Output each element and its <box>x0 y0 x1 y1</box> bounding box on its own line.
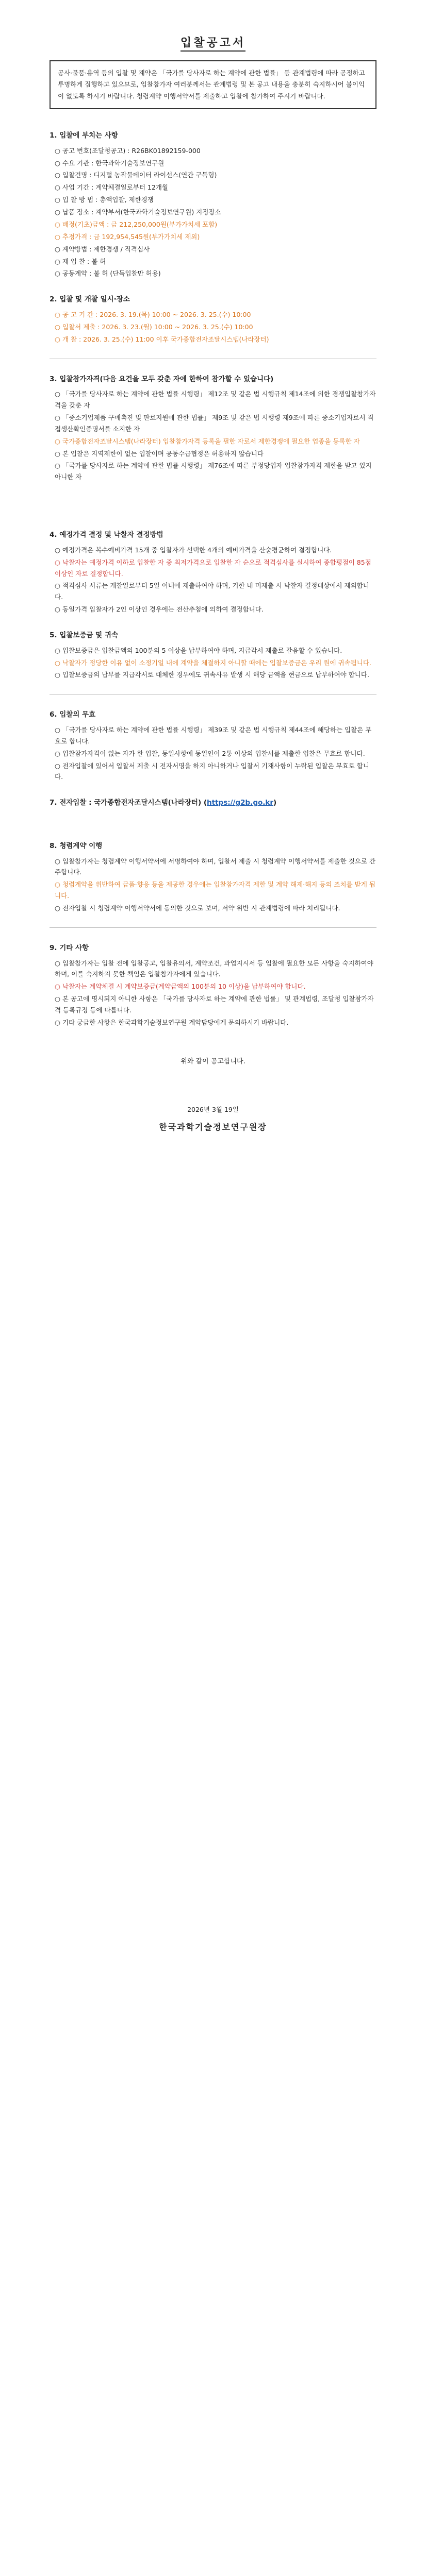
section-9 <box>50 942 376 1028</box>
list-item: ○ 입찰서 제출 : 2026. 3. 23.(월) 10:00 ~ 2026. 3. 25.(수) 10:00 <box>55 323 253 331</box>
intro-notice-box: 공사·물품·용역 등의 입찰 및 계약은 「국가를 당사자로 하는 계약에 관한 법률」 등 관계법령에 따라 공정하고 투명하게 집행하고 있으므로, 입찰참가자 여러분께서는 관계법령 및 본 공고 내용을 충분히 숙지하시어 불이익이 없도록 하시기 바랍니다. 청렴계약 이행서약서를 제출하고 입찰에 참가하여 주시기 바랍니다. <box>50 60 376 110</box>
section-4-list <box>50 545 376 615</box>
section-4-heading: 4. 예정가격 결정 및 낙찰자 결정방법 <box>50 531 163 539</box>
list-item: ○ 수요 기관 : 한국과학기술정보연구원 <box>55 159 165 167</box>
section-5 <box>50 630 376 681</box>
list-item: ○ 입찰참가자격이 없는 자가 한 입찰, 동일사항에 동일인이 2통 이상의 입찰서를 제출한 입찰은 무효로 합니다. <box>55 749 365 757</box>
list-item: ○ 「국가를 당사자로 하는 계약에 관한 법률 시행령」 제12조 및 같은 법 시행규칙 제14조에 의한 경쟁입찰참가자격을 갖춘 자 <box>55 390 376 409</box>
list-item: ○ 배정(기초)금액 : 금 212,250,000원(부가가치세 포함) <box>55 220 218 228</box>
list-item: ○ 입 찰 방 법 : 총액입찰, 제한경쟁 <box>55 196 154 204</box>
list-item: ○ 국가종합전자조달시스템(나라장터) 입찰참가자격 등록을 필한 자로서 제한경쟁에 필요한 업종을 등록한 자 <box>55 437 360 445</box>
list-item: ○ 입찰보증금은 입찰금액의 100분의 5 이상을 납부하여야 하며, 지급각서 제출로 갈음할 수 있습니다. <box>55 646 342 654</box>
list-item: ○ 입찰보증금의 납부를 지급각서로 대체한 경우에도 귀속사유 발생 시 해당 금액을 현금으로 납부하여야 합니다. <box>55 671 369 679</box>
list-item: ○ 본 입찰은 지역제한이 없는 입찰이며 공동수급협정은 허용하지 않습니다 <box>55 449 264 457</box>
list-item: ○ 본 공고에 명시되지 아니한 사항은 「국가를 당사자로 하는 계약에 관한 법률」 및 관계법령, 조달청 입찰참가자격 등록규정 등에 따릅니다. <box>55 995 374 1014</box>
list-item: ○ 공고 번호(조달청공고) : R26BK01892159-000 <box>55 146 201 155</box>
list-item: ○ 적격심사 서류는 개찰일로부터 5일 이내에 제출하여야 하며, 기한 내 미제출 시 낙찰자 결정대상에서 제외합니다. <box>55 582 369 601</box>
list-item: ○ 사업 기간 : 계약체결일로부터 12개월 <box>55 183 168 192</box>
list-item: ○ 「국가를 당사자로 하는 계약에 관한 법률 시행령」 제76조에 따른 부정당업자 입찰참가자격 제한을 받고 있지 아니한 자 <box>55 462 372 481</box>
list-item: ○ 재 입 찰 : 불 허 <box>55 257 106 265</box>
list-item: ○ 전자입찰 시 청렴계약 이행서약서에 동의한 것으로 보며, 서약 위반 시 관계법령에 따라 처리됩니다. <box>55 904 340 912</box>
section-9-list <box>50 958 376 1028</box>
list-item: ○ 낙찰자는 계약체결 시 계약보증금(계약금액의 100분의 10 이상)을 납부하여야 합니다. <box>55 982 306 991</box>
announcement-date: 2026년 3월 19일 <box>187 1105 239 1113</box>
section-2 <box>50 294 376 345</box>
list-item: ○ 납품 장소 : 계약부서(한국과학기술정보연구원) 지정장소 <box>55 208 221 216</box>
section-9-heading: 9. 기타 사항 <box>50 943 89 952</box>
section-4 <box>50 529 376 615</box>
list-item: ○ 전자입찰에 있어서 입찰서 제출 시 전자서명을 하지 아니하거나 입찰서 기재사항이 누락된 입찰은 무효로 합니다. <box>55 761 369 781</box>
list-item: ○ 낙찰자는 예정가격 이하로 입찰한 자 중 최저가격으로 입찰한 자 순으로 적격심사를 실시하여 종합평점이 85점 이상인 자로 결정합니다. <box>55 558 371 578</box>
section-6 <box>50 709 376 783</box>
list-item: ○ 공 고 기 간 : 2026. 3. 19.(목) 10:00 ~ 2026. 3. 25.(수) 10:00 <box>55 310 251 318</box>
section-5-list <box>50 645 376 681</box>
list-item: ○ 입찰참가자는 청렴계약 이행서약서에 서명하여야 하며, 입찰서 제출 시 청렴계약 이행서약서를 제출한 것으로 간주합니다. <box>55 857 375 876</box>
section-8-list <box>50 856 376 914</box>
section-7-heading: 7. 전자입찰 : 국가종합전자조달시스템(나라장터) (https://g2b.go.kr) <box>50 799 277 807</box>
divider <box>50 927 376 928</box>
section-8 <box>50 840 376 914</box>
section-3-heading: 3. 입찰참가자격(다음 요건을 모두 갖춘 자에 한하여 참가할 수 있습니다) <box>50 375 274 383</box>
document-title: 입찰공고서 <box>50 33 376 53</box>
section-5-heading: 5. 입찰보증금 및 귀속 <box>50 631 118 639</box>
list-item: ○ 동일가격 입찰자가 2인 이상인 경우에는 전산추첨에 의하여 결정합니다. <box>55 605 264 614</box>
list-item: ○ 입찰건명 : 디지털 농작물데이터 라이선스(연간 구독형) <box>55 171 217 179</box>
section-1-heading: 1. 입찰에 부치는 사항 <box>50 131 118 140</box>
section-6-list <box>50 724 376 783</box>
closing-statement: 위와 같이 공고합니다. <box>181 1057 245 1065</box>
issuing-organization: 한국과학기술정보연구원장 <box>159 1122 267 1132</box>
list-item: ○ 개 찰 : 2026. 3. 25.(수) 11:00 이후 국가종합전자조달시스템(나라장터) <box>55 335 269 343</box>
section-2-list <box>50 309 376 345</box>
list-item: ○ 기타 궁금한 사항은 한국과학기술정보연구원 계약담당에게 문의하시기 바랍니다. <box>55 1018 289 1026</box>
list-item: ○ 예정가격은 복수예비가격 15개 중 입찰자가 선택한 4개의 예비가격을 산술평균하여 결정합니다. <box>55 546 332 554</box>
list-item: ○ 「국가를 당사자로 하는 계약에 관한 법률 시행령」 제39조 및 같은 법 시행규칙 제44조에 해당하는 입찰은 무효로 합니다. <box>55 725 372 745</box>
list-item: ○ 청렴계약을 위반하여 금품·향응 등을 제공한 경우에는 입찰참가자격 제한 및 계약 해제·해지 등의 조치를 받게 됩니다. <box>55 880 375 900</box>
section-7 <box>50 797 376 809</box>
list-item: ○ 추정가격 : 금 192,954,545원(부가가치세 제외) <box>55 232 200 241</box>
section-2-heading: 2. 입찰 및 개찰 일시·장소 <box>50 295 130 304</box>
section-6-heading: 6. 입찰의 무효 <box>50 710 96 719</box>
section-3 <box>50 374 376 483</box>
g2b-link[interactable]: https://g2b.go.kr <box>207 799 274 807</box>
list-item: ○ 공동계약 : 불 허 (단독입찰만 허용) <box>55 269 161 278</box>
list-item: ○ 「중소기업제품 구매촉진 및 판로지원에 관한 법률」 제9조 및 같은 법 시행령 제9조에 따른 중소기업자로서 직접생산확인증명서를 소지한 자 <box>55 413 374 433</box>
section-1 <box>50 130 376 279</box>
section-8-heading: 8. 청렴계약 이행 <box>50 841 103 850</box>
section-1-list <box>50 145 376 280</box>
section-3-list <box>50 388 376 483</box>
list-item: ○ 계약방법 : 제한경쟁 / 적격심사 <box>55 245 150 253</box>
list-item: ○ 입찰참가자는 입찰 전에 입찰공고, 입찰유의서, 계약조건, 과업지시서 등 입찰에 필요한 모든 사항을 숙지하여야 하며, 이를 숙지하지 못한 책임은 입찰참가자에게 있습니다. <box>55 959 373 978</box>
list-item: ○ 낙찰자가 정당한 이유 없이 소정기일 내에 계약을 체결하지 아니할 때에는 입찰보증금은 우리 원에 귀속됩니다. <box>55 658 371 667</box>
